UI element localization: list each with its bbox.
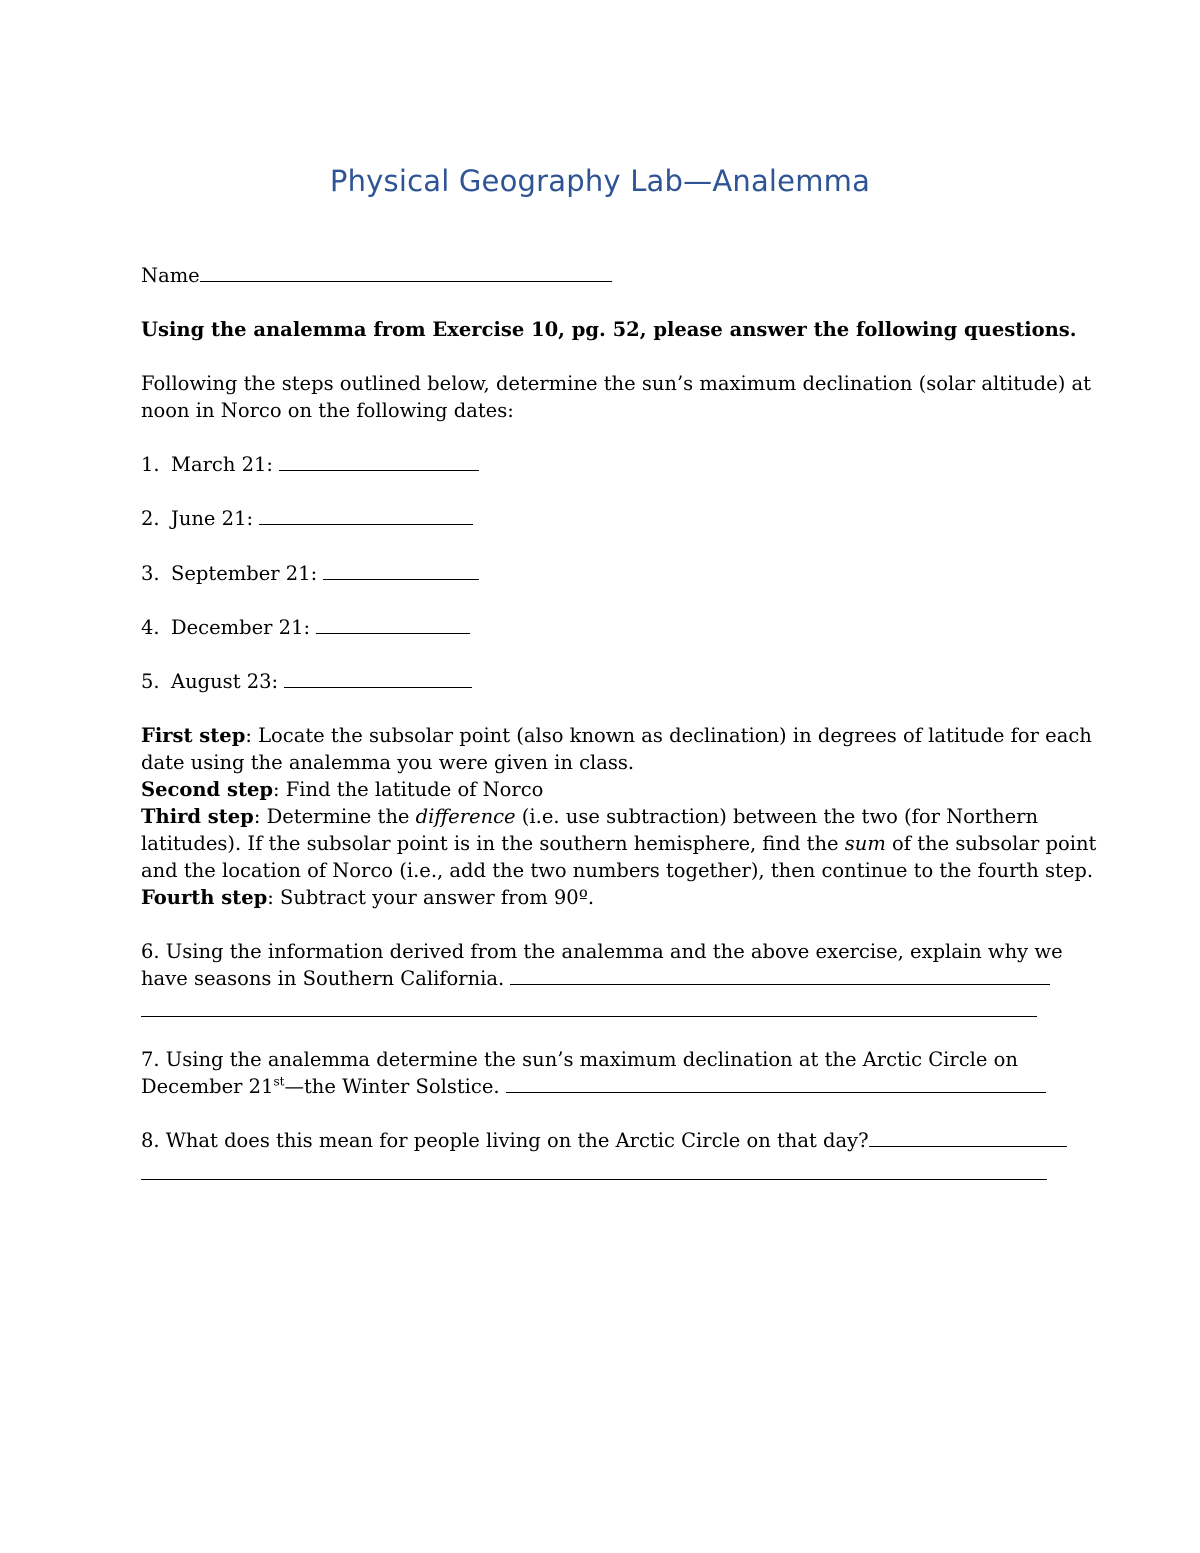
- question-7-text-b: —the Winter Solstice.: [284, 1075, 500, 1098]
- question-6-text: have seasons in Southern California.: [141, 967, 505, 990]
- date-number: 4.: [141, 616, 160, 639]
- third-step-text-b: (i.e. use subtraction) between the two (for Northern: [515, 805, 1039, 828]
- question-8-text: 8. What does this mean for people living on the Arctic Circle on that day?: [141, 1129, 869, 1152]
- second-step-line: [141, 776, 543, 803]
- date-number: 3.: [141, 562, 160, 585]
- fourth-step-line: [141, 884, 594, 911]
- first-step-line-1: [141, 722, 1092, 749]
- question-6-line-1: 6. Using the information derived from the analemma and the above exercise, explain why we: [141, 940, 1063, 963]
- third-step-line-1: [141, 803, 1038, 830]
- third-step-line-3: and the location of Norco (i.e., add the two numbers together), then continue to the fourth step.: [141, 859, 1094, 882]
- first-step-line-2: date using the analemma you were given in class.: [141, 751, 635, 774]
- date-label: December 21:: [171, 616, 311, 639]
- date-item-december: [141, 614, 470, 641]
- name-row: [141, 262, 612, 289]
- date-label: August 23:: [171, 670, 279, 693]
- third-step-emphasis-sum: sum: [844, 832, 886, 855]
- page-title: Physical Geography Lab—Analemma: [329, 164, 871, 198]
- answer-blank-june[interactable]: [259, 506, 473, 525]
- answer-blank-august[interactable]: [284, 669, 472, 688]
- first-step-text: : Locate the subsolar point (also known as declination) in degrees of latitude for each: [245, 724, 1092, 747]
- answer-blank-q6-a[interactable]: [510, 966, 1050, 985]
- instruction-heading: Using the analemma from Exercise 10, pg. 52, please answer the following questions.: [141, 318, 1077, 341]
- date-label: March 21:: [171, 453, 273, 476]
- name-blank[interactable]: [200, 263, 612, 282]
- date-item-september: [141, 560, 479, 587]
- answer-blank-q7[interactable]: [506, 1074, 1046, 1093]
- third-step-emphasis-difference: difference: [415, 805, 516, 828]
- third-step-line2-b: of the subsolar point: [885, 832, 1097, 855]
- third-step-label: Third step: [141, 805, 254, 828]
- name-label: Name: [141, 264, 200, 287]
- question-6-line-2: [141, 965, 1050, 992]
- date-label: September 21:: [171, 562, 318, 585]
- ordinal-suffix: st: [273, 1074, 285, 1089]
- intro-line-1: Following the steps outlined below, determine the sun’s maximum declination (solar altitude) at: [141, 372, 1091, 395]
- question-7-text-a: December 21: [141, 1075, 274, 1098]
- question-8-line-1: [141, 1127, 1067, 1154]
- date-number: 1.: [141, 453, 160, 476]
- third-step-text-a: : Determine the: [253, 805, 416, 828]
- answer-line-q8-b[interactable]: [141, 1179, 1047, 1180]
- intro-line-2: noon in Norco on the following dates:: [141, 399, 514, 422]
- fourth-step-text: : Subtract your answer from 90º.: [267, 886, 595, 909]
- third-step-line2-a: latitudes). If the subsolar point is in the southern hemisphere, find the: [141, 832, 845, 855]
- answer-blank-march[interactable]: [279, 452, 479, 471]
- question-7-line-1: 7. Using the analemma determine the sun’s maximum declination at the Arctic Circle on: [141, 1048, 1018, 1071]
- answer-line-q6-b[interactable]: [141, 1016, 1037, 1017]
- first-step-label: First step: [141, 724, 246, 747]
- fourth-step-label: Fourth step: [141, 886, 268, 909]
- second-step-text: : Find the latitude of Norco: [273, 778, 544, 801]
- date-label: June 21:: [171, 507, 254, 530]
- date-item-march: [141, 451, 479, 478]
- date-item-june: [141, 505, 473, 532]
- question-7-line-2: [141, 1073, 1046, 1100]
- second-step-label: Second step: [141, 778, 273, 801]
- answer-blank-september[interactable]: [323, 561, 479, 580]
- answer-blank-december[interactable]: [316, 615, 470, 634]
- third-step-line-2: [141, 830, 1096, 857]
- date-item-august: [141, 668, 472, 695]
- date-number: 2.: [141, 507, 160, 530]
- date-number: 5.: [141, 670, 160, 693]
- answer-blank-q8-a[interactable]: [869, 1128, 1067, 1147]
